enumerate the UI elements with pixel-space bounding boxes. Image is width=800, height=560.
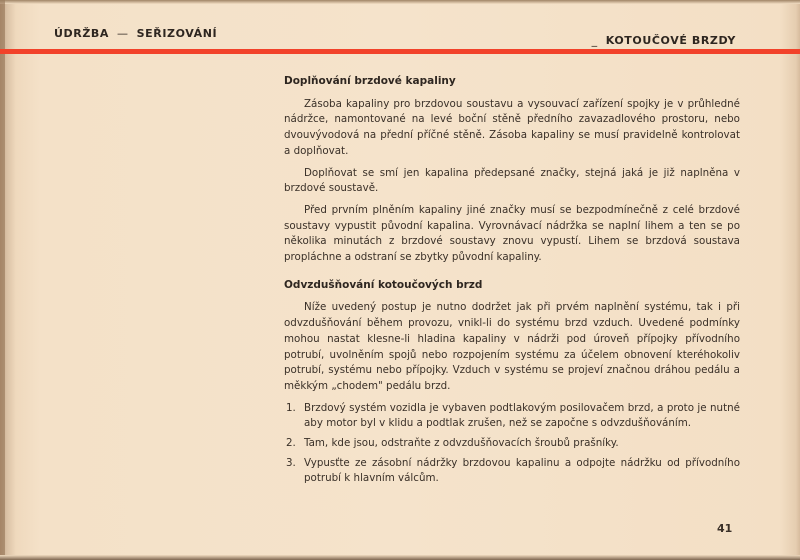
page-content: [284, 74, 740, 491]
step-text: Brzdový systém vozidla je vybaven podtlakovým posilovačem brzd, a proto je nutné aby motor byl v klidu a podtlak zrušen, než se započne s odvzdušňováním.: [304, 401, 740, 430]
paragraph: Zásoba kapaliny pro brzdovou soustavu a vysouvací zařízení spojky je v průhledné nádržce, namontované na levé boční stěně předního zavazadlového prostoru, nebo dvouvývodová na přední příčné stěně. Zásoba kapaliny se musí pravidelně kontrolovat a doplňovat.: [284, 97, 740, 157]
step-number: 3.: [286, 456, 296, 469]
section-heading: Doplňování brzdové kapaliny: [284, 75, 456, 87]
header-subsection: SEŘIZOVÁNÍ: [136, 27, 218, 40]
page-spine: [0, 0, 5, 560]
header-chapter: KOTOUČOVÉ BRZDY: [605, 34, 736, 47]
steps-list: [284, 401, 740, 488]
list-item: [284, 456, 740, 487]
header-red-rule: [0, 49, 800, 54]
step-number: 2.: [286, 437, 296, 450]
step-number: 1.: [286, 401, 296, 414]
bottom-edge-shadow: [0, 555, 800, 560]
top-edge-shadow: [0, 0, 800, 4]
running-header-left: [54, 27, 217, 40]
header-separator: —: [117, 27, 129, 40]
header-section: ÚDRŽBA: [54, 27, 110, 40]
step-text: Vypusťte ze zásobní nádržky brzdovou kapalinu a odpojte nádržku od přívodního potrubí k hlavním válcům.: [304, 456, 740, 485]
running-header-right: [592, 34, 736, 47]
paragraph: Doplňovat se smí jen kapalina předepsané značky, stejná jaká je již naplněna v brzdové soustavě.: [284, 166, 740, 195]
list-item: [284, 436, 740, 452]
list-item: [284, 401, 740, 432]
paragraph: Před prvním plněním kapaliny jiné značky musí se bezpodmínečně z celé brzdové soustavy vypustit původní kapalina. Vyrovnávací nádržka se naplní lihem a ten se po několika minutách z brzdové soustavy znovu vypustí. Lihem se brzdová soustava propláchne a odstraní se zbytky původní kapaliny.: [284, 203, 740, 264]
header-right-separator: _: [591, 34, 598, 47]
paragraph: Níže uvedený postup je nutno dodržet jak při prvém naplnění systému, tak i při odvzdušňování během provozu, vnikl-li do systému brzd vzduch. Uvedené podmínky mohou nastat klesne-li hladina kapaliny v nádrži pod úroveň přípojky přívodního potrubí, uvolněním spojů nebo rozpojením systému za účelem obnovení kteréhokoliv potrubí, systému nebo přípojky. Vzduch v systému se projeví značnou dráhou pedálu a měkkým „chodem" pedálu brzd.: [284, 301, 740, 392]
section-heading: Odvzdušňování kotoučových brzd: [284, 278, 483, 291]
step-text: Tam, kde jsou, odstraňte z odvzdušňovacích šroubů prašníky.: [304, 437, 619, 450]
page-number: 41: [717, 522, 733, 535]
